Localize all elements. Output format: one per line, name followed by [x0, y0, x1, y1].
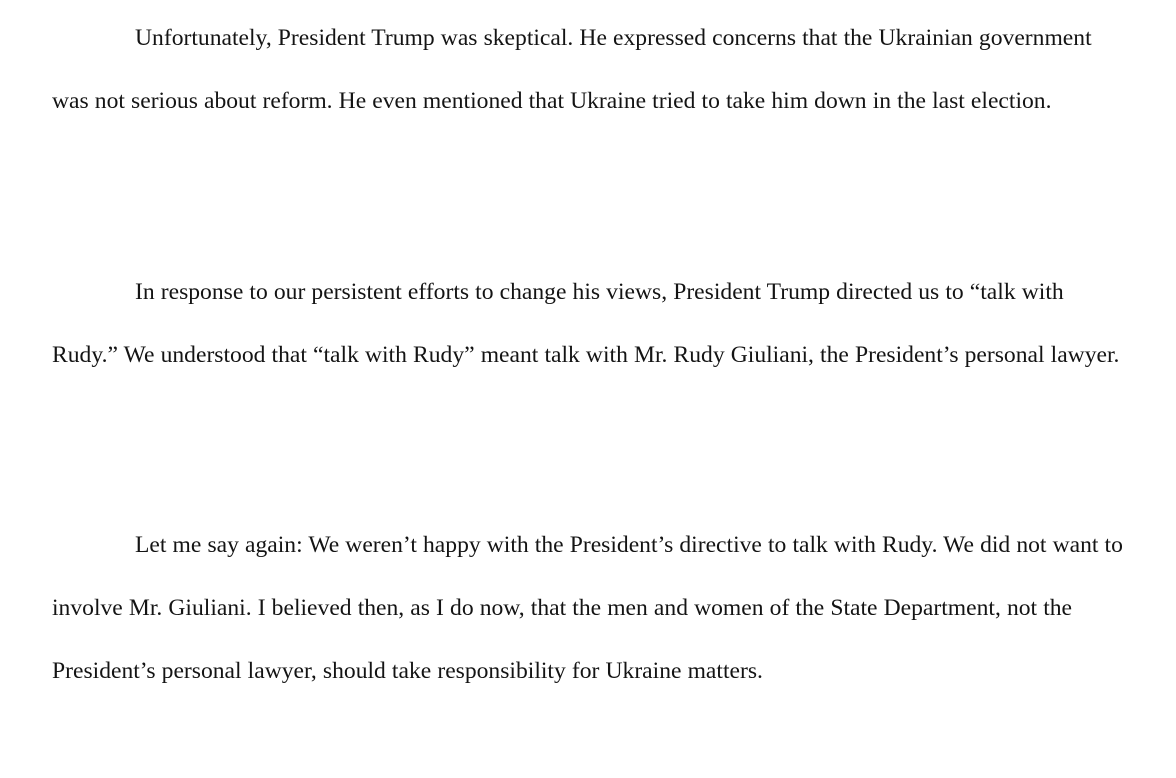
paragraph-skeptical: Unfortunately, President Trump was skeptical. He expressed concerns that the Ukrainian government was not serious about reform. He even mentioned that Ukraine tried to take him down in the last election. [52, 25, 1092, 114]
paragraph-talk-with-rudy: In response to our persistent efforts to change his views, President Trump directed us to “talk with Rudy.” We understood that “talk with Rudy” meant talk with Mr. Rudy Giuliani, the President’s personal lawyer. [52, 279, 1120, 368]
paragraph-say-again: Let me say again: We weren’t happy with the President’s directive to talk with Rudy. We did not want to involve Mr. Giuliani. I believed then, as I do now, that the men and women of the State Department, not the President’s personal lawyer, should take responsibility for Ukraine matters. [52, 532, 1123, 684]
